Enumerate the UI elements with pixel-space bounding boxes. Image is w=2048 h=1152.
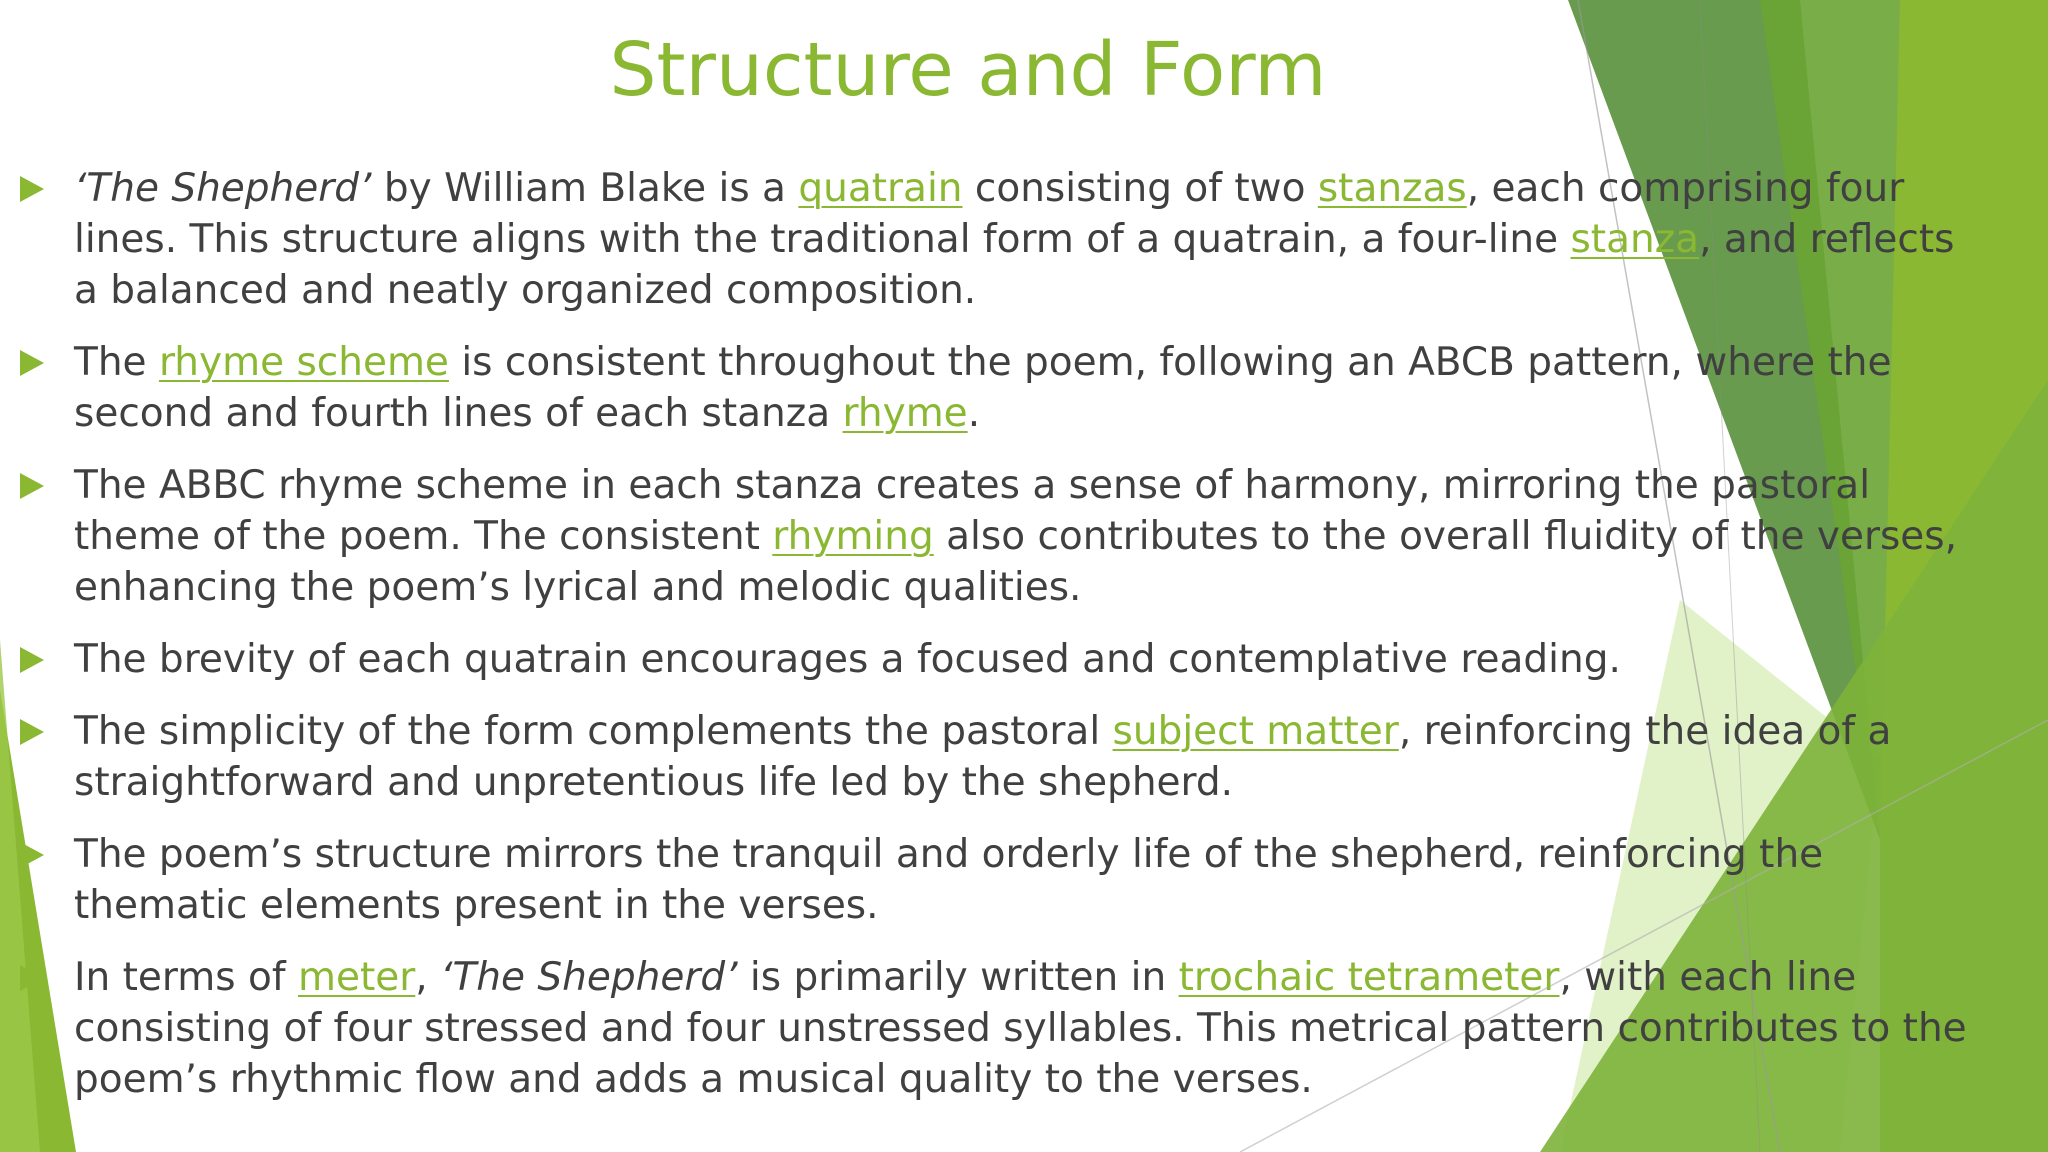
link-stanzas[interactable]: stanzas (1317, 166, 1467, 211)
link-rhyme[interactable]: rhyme (842, 391, 968, 436)
bullet-text: consisting of two (962, 166, 1318, 211)
bullet-item-1 (20, 163, 1980, 316)
bullet-item-6 (20, 829, 1980, 931)
bullet-text: also contributes to the overall fluidity of the verses, enhancing the poem’s lyrical and melodic qualities. (74, 514, 1958, 610)
bullet-item-5 (20, 706, 1980, 808)
bullet-text: The simplicity of the form complements the pastoral (74, 709, 1113, 754)
bullet-text: , with each line consisting of four stressed and four unstressed syllables. This metrical pattern contributes to the poem’s rhythmic flow and adds a musical quality to the verses. (74, 955, 1967, 1102)
bullet-arrow-icon (20, 176, 44, 202)
bullet-text: In terms of (74, 955, 298, 1000)
link-rhyming[interactable]: rhyming (772, 514, 934, 559)
bullet-text: , and reflects a balanced and neatly organized composition. (74, 217, 1955, 313)
link-stanza[interactable]: stanza (1570, 217, 1700, 262)
bullet-item-3 (20, 460, 1980, 613)
link-meter[interactable]: meter (297, 955, 416, 1000)
bullet-text: is primarily written in (737, 955, 1179, 1000)
bullet-arrow-icon (20, 842, 44, 868)
bullet-item-4 (20, 634, 1980, 685)
link-rhyme-scheme[interactable]: rhyme scheme (158, 340, 449, 385)
bullet-text: The poem’s structure mirrors the tranquil and orderly life of the shepherd, reinforcing the thematic elements present in the verses. (74, 832, 1824, 928)
bullet-arrow-icon (20, 647, 44, 673)
bullet-text: The brevity of each quatrain encourages a focused and contemplative reading. (74, 637, 1621, 682)
bullet-arrow-icon (20, 719, 44, 745)
bullet-item-7 (20, 952, 1980, 1105)
bullet-text: The ABBC rhyme scheme in each stanza creates a sense of harmony, mirroring the pastoral theme of the poem. The consistent (74, 463, 1871, 559)
bullet-text: . (967, 391, 981, 436)
bullet-text: The (74, 340, 159, 385)
bullet-arrow-icon (20, 350, 44, 376)
bullet-text: is consistent throughout the poem, following an ABCB pattern, where the second and fourth lines of each stanza (74, 340, 1892, 436)
bullet-text: , (415, 955, 441, 1000)
poem-title-text: ‘The Shepherd’ (74, 166, 372, 211)
slide-title: Structure and Form (609, 27, 1327, 113)
bullet-arrow-icon (20, 473, 44, 499)
bullet-item-2 (20, 337, 1980, 439)
link-quatrain[interactable]: quatrain (798, 166, 963, 211)
link-subject-matter[interactable]: subject matter (1112, 709, 1399, 754)
bullet-list (20, 163, 1980, 1126)
bullet-text: , each comprising four lines. This structure aligns with the traditional form of a quatrain, a four-line (74, 166, 1905, 262)
bullet-arrow-icon (20, 965, 44, 991)
poem-title-text: ‘The Shepherd’ (440, 955, 738, 1000)
bullet-text: , reinforcing the idea of a straightforward and unpretentious life led by the shepherd. (74, 709, 1892, 805)
link-trochaic-tetrameter[interactable]: trochaic tetrameter (1178, 955, 1560, 1000)
bullet-text: by William Blake is a (371, 166, 799, 211)
